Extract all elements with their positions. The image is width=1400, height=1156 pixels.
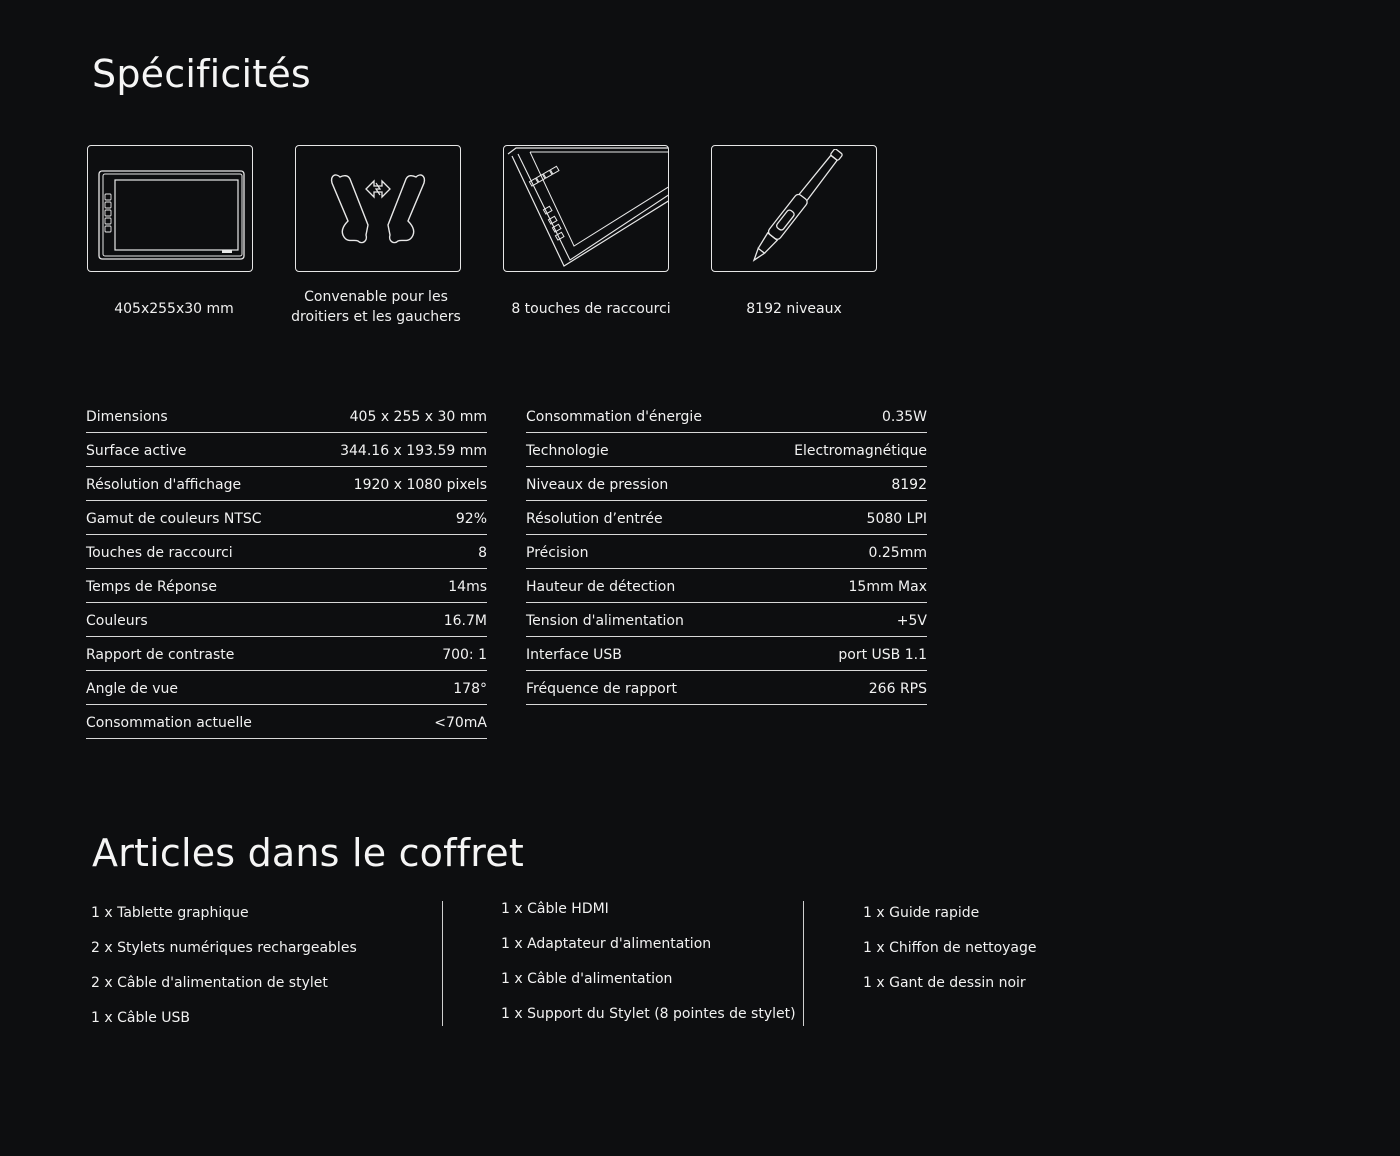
spec-label: Couleurs: [86, 612, 148, 629]
specs-title: Spécificités: [92, 52, 311, 96]
spec-label: Précision: [526, 544, 589, 561]
box-item: 1 x Tablette graphique: [91, 905, 249, 921]
spec-label: Touches de raccourci: [86, 544, 233, 561]
spec-row: [86, 399, 487, 433]
spec-value: 5080 LPI: [866, 510, 927, 527]
spec-label: Angle de vue: [86, 680, 179, 697]
feature-caption-hands-line1: Convenable pour les: [304, 289, 448, 305]
spec-row: [86, 433, 487, 467]
spec-value: 405 x 255 x 30 mm: [349, 408, 487, 425]
spec-label: Tension d'alimentation: [526, 612, 684, 629]
spec-label: Résolution d'affichage: [86, 476, 242, 493]
column-divider: [442, 901, 443, 1026]
spec-value: 0.25mm: [868, 544, 927, 561]
spec-label: Dimensions: [86, 408, 168, 425]
spec-value: Electromagnétique: [794, 442, 927, 459]
spec-label: Rapport de contraste: [86, 646, 235, 663]
spec-row: [86, 637, 487, 671]
specs-table-right: [526, 399, 927, 705]
spec-row: [526, 467, 927, 501]
spec-value: 0.35W: [881, 408, 927, 425]
spec-label: Hauteur de détection: [526, 578, 676, 595]
feature-box-size: [87, 145, 253, 272]
spec-label: Niveaux de pression: [526, 476, 669, 493]
spec-row: [526, 535, 927, 569]
spec-label: Consommation d'énergie: [526, 408, 702, 425]
tablet-display-icon: [95, 154, 245, 264]
spec-value: +5V: [896, 612, 927, 629]
spec-value: 15mm Max: [848, 578, 927, 595]
box-item: 1 x Câble d'alimentation: [501, 971, 673, 987]
spec-row: [526, 569, 927, 603]
feature-box-keys: [503, 145, 669, 272]
feature-caption-size: 405x255x30 mm: [114, 301, 234, 317]
spec-value: 344.16 x 193.59 mm: [340, 442, 487, 459]
feature-caption-keys: 8 touches de raccourci: [511, 301, 671, 317]
box-contents-title: Articles dans le coffret: [92, 831, 524, 875]
box-items-column-2: [501, 893, 796, 1033]
spec-row: [526, 603, 927, 637]
spec-value: 1920 x 1080 pixels: [353, 476, 487, 493]
feature-caption-pen: 8192 niveaux: [746, 301, 842, 317]
box-item: 1 x Support du Stylet (8 pointes de stylet): [501, 1006, 796, 1022]
feature-caption-hands-line2: droitiers et les gauchers: [291, 309, 461, 325]
spec-row: [86, 671, 487, 705]
column-divider: [803, 901, 804, 1026]
spec-value: 8: [478, 544, 487, 561]
box-item: 1 x Câble HDMI: [501, 901, 609, 917]
spec-value: 16.7M: [443, 612, 487, 629]
feature-caption-hands: [276, 287, 476, 327]
box-items-column-3: [863, 897, 1037, 1002]
spec-row: [86, 569, 487, 603]
spec-value: 92%: [455, 510, 487, 527]
stylus-pen-icon: [719, 149, 869, 269]
box-item: 2 x Câble d'alimentation de stylet: [91, 975, 328, 991]
spec-value: 266 RPS: [868, 680, 927, 697]
spec-row: [86, 535, 487, 569]
spec-row: [86, 501, 487, 535]
left-right-hands-icon: [318, 159, 438, 259]
spec-label: Consommation actuelle: [86, 714, 252, 731]
feature-box-hands: [295, 145, 461, 272]
spec-label: Fréquence de rapport: [526, 680, 677, 697]
spec-label: Surface active: [86, 442, 187, 459]
spec-row: [526, 501, 927, 535]
spec-row: [526, 399, 927, 433]
specs-table-left: [86, 399, 487, 739]
spec-value: port USB 1.1: [838, 646, 927, 663]
box-item: 1 x Chiffon de nettoyage: [863, 940, 1037, 956]
spec-value: 8192: [891, 476, 927, 493]
spec-value: <70mA: [434, 714, 487, 731]
spec-row: [526, 433, 927, 467]
box-item: 1 x Gant de dessin noir: [863, 975, 1026, 991]
spec-label: Interface USB: [526, 646, 622, 663]
spec-label: Gamut de couleurs NTSC: [86, 510, 262, 527]
feature-box-pen: [711, 145, 877, 272]
spec-row: [526, 637, 927, 671]
spec-row: [526, 671, 927, 705]
spec-value: 14ms: [448, 578, 487, 595]
spec-label: Technologie: [526, 442, 609, 459]
spec-label: Résolution d’entrée: [526, 510, 663, 527]
box-item: 1 x Câble USB: [91, 1010, 191, 1026]
box-item: 1 x Adaptateur d'alimentation: [501, 936, 712, 952]
box-item: 1 x Guide rapide: [863, 905, 980, 921]
spec-row: [86, 603, 487, 637]
spec-label: Temps de Réponse: [86, 578, 217, 595]
spec-row: [86, 705, 487, 739]
box-item: 2 x Stylets numériques rechargeables: [91, 940, 357, 956]
shortcut-keys-icon: [504, 146, 668, 271]
spec-value: 700: 1: [442, 646, 487, 663]
spec-row: [86, 467, 487, 501]
spec-value: 178°: [453, 680, 487, 697]
box-items-column-1: [91, 897, 357, 1037]
